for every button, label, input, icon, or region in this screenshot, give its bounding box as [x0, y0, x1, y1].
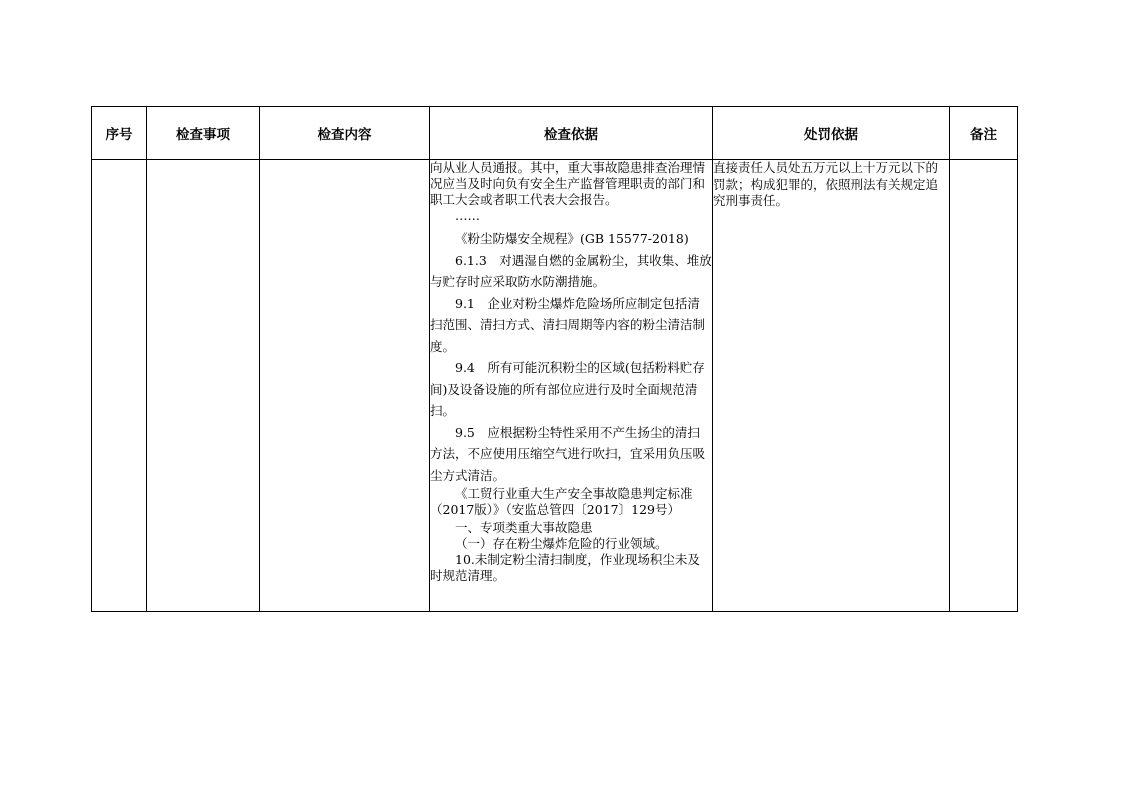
- header-penalty: 处罚依据: [713, 107, 950, 160]
- cell-item: [147, 160, 260, 612]
- table-row: [92, 160, 1018, 612]
- basis-paragraph: 9.4 所有可能沉积粉尘的区域(包括粉料贮存间)及设备设施的所有部位应进行及时全面规范清扫。: [430, 360, 705, 418]
- header-index: 序号: [92, 107, 147, 160]
- header-row: [92, 107, 1018, 160]
- cell-penalty: [713, 160, 950, 612]
- header-item: 检查事项: [147, 107, 260, 160]
- inspection-table: [91, 106, 1018, 612]
- cell-index: [92, 160, 147, 612]
- cell-content: [260, 160, 430, 612]
- basis-paragraph: ……: [455, 208, 480, 223]
- penalty-text: 直接责任人员处五万元以上十万元以下的罚款；构成犯罪的，依照刑法有关规定追究刑事责任。: [713, 160, 939, 208]
- basis-paragraph: 9.1 企业对粉尘爆炸危险场所应制定包括清扫范围、清扫方式、清扫周期等内容的粉尘清洁制度。: [430, 295, 706, 354]
- header-basis: 检查依据: [430, 107, 713, 160]
- basis-paragraph: 一、专项类重大事故隐患: [455, 520, 593, 535]
- basis-paragraph: 《工贸行业重大生产安全事故隐患判定标准（2017版）》（安监总管四〔2017〕129号）: [430, 486, 693, 517]
- cell-basis: [430, 160, 713, 612]
- basis-paragraph: 《粉尘防爆安全规程》(GB 15577-2018): [455, 231, 689, 246]
- basis-paragraph: 9.5 应根据粉尘特性采用不产生扬尘的清扫方法，不应使用压缩空气进行吹扫，宜采用负压吸尘方式清洁。: [430, 424, 706, 483]
- basis-paragraph: 向从业人员通报。其中，重大事故隐患排查治理情况应当及时向负有安全生产监督管理职责的部门和职工大会或者职工代表大会报告。: [430, 160, 706, 207]
- basis-paragraph: 10.未制定粉尘清扫制度，作业现场积尘未及时规范清理。: [430, 552, 700, 583]
- cell-remark: [950, 160, 1018, 612]
- basis-paragraph: （一）存在粉尘爆炸危险的行业领域。: [455, 536, 668, 551]
- header-remark: 备注: [950, 107, 1018, 160]
- header-content: 检查内容: [260, 107, 430, 160]
- basis-paragraph: 6.1.3 对遇湿自燃的金属粉尘，其收集、堆放与贮存时应采取防水防潮措施。: [430, 252, 712, 289]
